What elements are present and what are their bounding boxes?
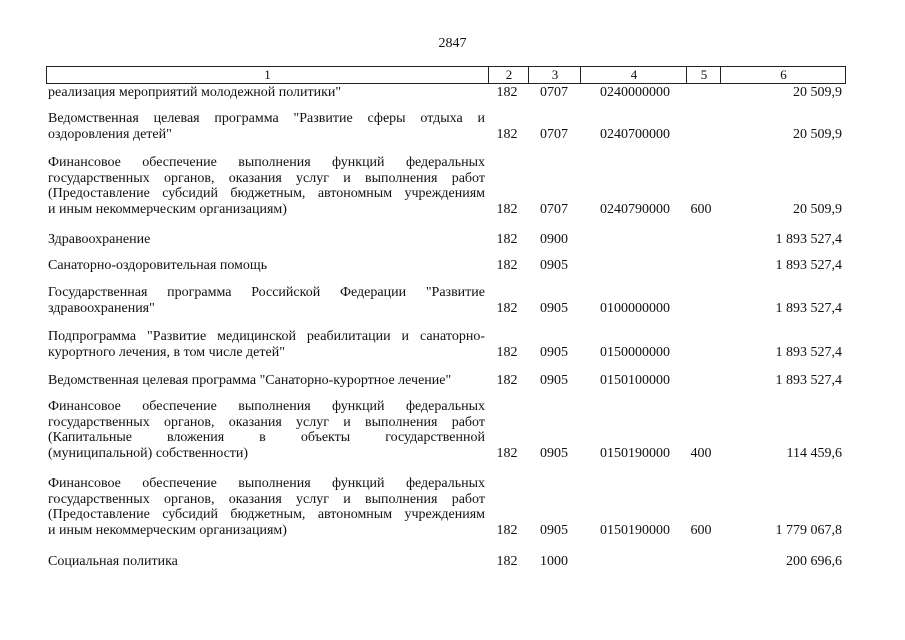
row-description bbox=[48, 373, 485, 389]
description-line: Здравоохранение bbox=[48, 232, 151, 247]
description-line: (Капитальные вложения в объекты государственной bbox=[48, 430, 485, 446]
table-row bbox=[0, 155, 905, 217]
cell-c6: 1 893 527,4 bbox=[775, 373, 842, 388]
cell-c6: 1 779 067,8 bbox=[775, 522, 842, 538]
description-line: (Предоставление субсидий бюджетным, автономным учреждениям bbox=[48, 186, 485, 202]
cell-c3: 0905 bbox=[540, 445, 568, 461]
description-line: Финансовое обеспечение выполнения функций федеральных bbox=[48, 399, 485, 414]
cell-c2: 182 bbox=[496, 554, 518, 569]
cell-c6: 1 893 527,4 bbox=[775, 258, 842, 273]
table-row bbox=[0, 85, 905, 101]
cell-c2: 182 bbox=[496, 300, 518, 316]
row-description bbox=[48, 329, 485, 360]
table-row bbox=[0, 285, 905, 316]
cell-c3: 0905 bbox=[540, 373, 568, 388]
description-line: и иным некоммерческим организациям) bbox=[48, 201, 287, 217]
table-row bbox=[0, 399, 905, 461]
cell-c2: 182 bbox=[496, 373, 518, 388]
cell-c6: 20 509,9 bbox=[793, 85, 842, 100]
cell-c4: 0240790000 bbox=[600, 201, 670, 217]
table-row bbox=[0, 554, 905, 570]
cell-c3: 0900 bbox=[540, 232, 568, 247]
cell-c2: 182 bbox=[496, 445, 518, 461]
description-line: (Предоставление субсидий бюджетным, автономным учреждениям bbox=[48, 507, 485, 523]
cell-c3: 0905 bbox=[540, 258, 568, 273]
row-description bbox=[48, 554, 485, 570]
header-col-3: 3 bbox=[528, 67, 581, 83]
cell-c3: 0905 bbox=[540, 344, 568, 360]
table-row bbox=[0, 232, 905, 248]
description-line: Ведомственная целевая программа "Развитие сферы отдыха и bbox=[48, 111, 485, 126]
row-description bbox=[48, 258, 485, 274]
cell-c4: 0100000000 bbox=[600, 300, 670, 316]
table-row bbox=[0, 476, 905, 538]
description-line: Социальная политика bbox=[48, 554, 178, 569]
row-description bbox=[48, 399, 485, 461]
header-col-6: 6 bbox=[720, 67, 846, 83]
header-col-2: 2 bbox=[488, 67, 529, 83]
cell-c2: 182 bbox=[496, 232, 518, 247]
table-row bbox=[0, 111, 905, 142]
cell-c4: 0150000000 bbox=[600, 344, 670, 360]
description-line: государственных органов, оказания услуг и выполнения работ bbox=[48, 414, 485, 430]
cell-c5: 600 bbox=[690, 201, 712, 217]
cell-c2: 182 bbox=[496, 344, 518, 360]
cell-c6: 1 893 527,4 bbox=[775, 300, 842, 316]
description-line: и иным некоммерческим организациям) bbox=[48, 522, 287, 538]
cell-c2: 182 bbox=[496, 85, 518, 100]
description-line: государственных органов, оказания услуг и выполнения работ bbox=[48, 170, 485, 186]
cell-c3: 0707 bbox=[540, 126, 568, 142]
row-description bbox=[48, 476, 485, 538]
cell-c3: 0905 bbox=[540, 300, 568, 316]
cell-c5: 600 bbox=[690, 522, 712, 538]
row-description bbox=[48, 232, 485, 248]
cell-c3: 0707 bbox=[540, 201, 568, 217]
cell-c2: 182 bbox=[496, 522, 518, 538]
cell-c3: 1000 bbox=[540, 554, 568, 569]
description-line: реализация мероприятий молодежной политики" bbox=[48, 85, 342, 100]
header-col-5: 5 bbox=[686, 67, 721, 83]
description-line: курортного лечения, в том числе детей" bbox=[48, 344, 285, 360]
description-line: (муниципальной) собственности) bbox=[48, 445, 249, 461]
cell-c6: 20 509,9 bbox=[793, 201, 842, 217]
description-line: Государственная программа Российской Федерации "Развитие bbox=[48, 285, 485, 300]
table-header bbox=[46, 66, 846, 84]
description-line: государственных органов, оказания услуг и выполнения работ bbox=[48, 491, 485, 507]
cell-c6: 1 893 527,4 bbox=[775, 344, 842, 360]
cell-c2: 182 bbox=[496, 126, 518, 142]
cell-c5: 400 bbox=[690, 445, 712, 461]
cell-c4: 0240000000 bbox=[600, 85, 670, 100]
page-number: 2847 bbox=[438, 36, 467, 51]
cell-c4: 0150190000 bbox=[600, 445, 670, 461]
cell-c3: 0707 bbox=[540, 85, 568, 100]
description-line: здравоохранения" bbox=[48, 300, 155, 316]
header-col-1: 1 bbox=[264, 67, 271, 82]
cell-c2: 182 bbox=[496, 258, 518, 273]
cell-c6: 114 459,6 bbox=[786, 445, 842, 461]
row-description bbox=[48, 85, 485, 101]
table-row bbox=[0, 329, 905, 360]
cell-c6: 20 509,9 bbox=[793, 126, 842, 142]
table-row bbox=[0, 373, 905, 389]
table-row bbox=[0, 258, 905, 274]
cell-c3: 0905 bbox=[540, 522, 568, 538]
cell-c4: 0150100000 bbox=[600, 373, 670, 388]
cell-c6: 1 893 527,4 bbox=[775, 232, 842, 247]
description-line: оздоровления детей" bbox=[48, 126, 172, 142]
cell-c4: 0240700000 bbox=[600, 126, 670, 142]
description-line: Подпрограмма "Развитие медицинской реабилитации и санаторно- bbox=[48, 329, 485, 344]
cell-c6: 200 696,6 bbox=[786, 554, 842, 569]
header-col-4: 4 bbox=[580, 67, 687, 83]
description-line: Санаторно-оздоровительная помощь bbox=[48, 258, 268, 273]
row-description bbox=[48, 111, 485, 142]
row-description bbox=[48, 155, 485, 217]
cell-c4: 0150190000 bbox=[600, 522, 670, 538]
description-line: Финансовое обеспечение выполнения функций федеральных bbox=[48, 155, 485, 170]
description-line: Ведомственная целевая программа "Санаторно-курортное лечение" bbox=[48, 373, 452, 388]
row-description bbox=[48, 285, 485, 316]
cell-c2: 182 bbox=[496, 201, 518, 217]
description-line: Финансовое обеспечение выполнения функций федеральных bbox=[48, 476, 485, 491]
